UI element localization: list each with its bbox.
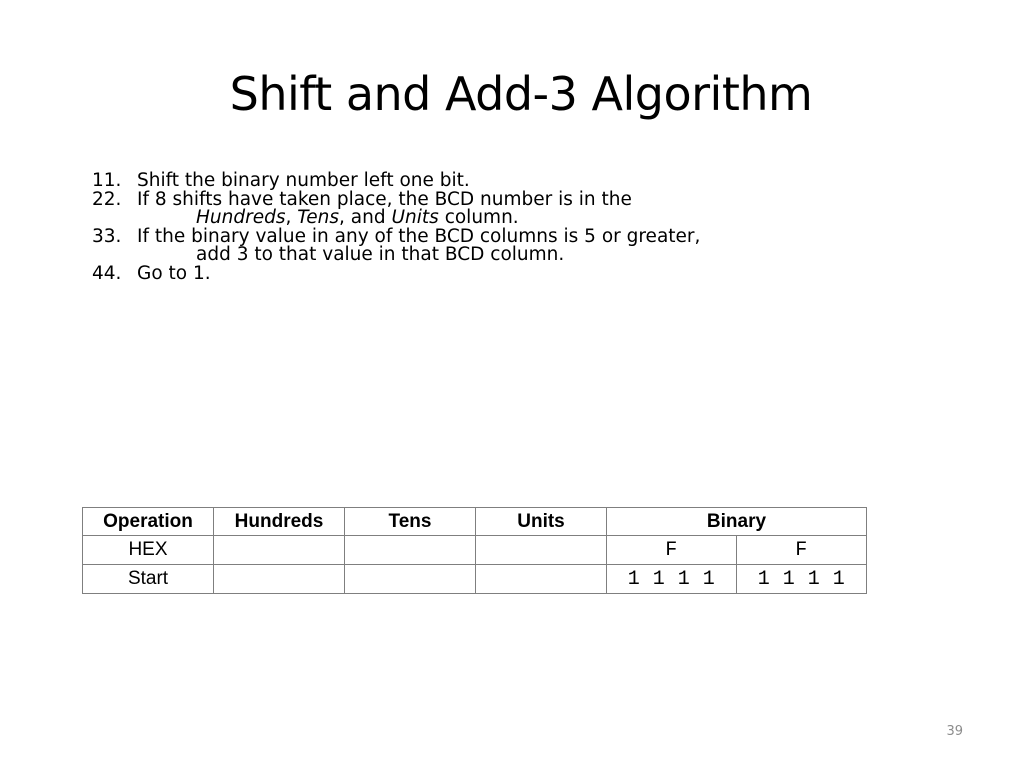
step-number: 11.: [92, 170, 122, 191]
cell-binary-high: F: [607, 536, 737, 565]
table-row: [83, 536, 867, 565]
step-text: If 8 shifts have taken place, the BCD number is in the: [137, 188, 632, 210]
step-continuation: add 3 to that value in that BCD column.: [196, 244, 565, 265]
table-row: [83, 565, 867, 594]
cell-operation: Start: [83, 565, 214, 594]
cell-binary-low: F: [737, 536, 867, 565]
cell-tens: [345, 536, 476, 565]
cell-units: [476, 565, 607, 594]
tens-term: Tens: [297, 207, 340, 228]
step-number: 22.: [92, 188, 122, 210]
table-header-row: [83, 508, 867, 536]
cell-binary-low: 1 1 1 1: [737, 565, 867, 594]
cell-tens: [345, 565, 476, 594]
hundreds-term: Hundreds: [196, 207, 286, 228]
header-tens: Tens: [345, 508, 476, 536]
bcd-conversion-table: [82, 507, 867, 594]
header-binary: Binary: [607, 508, 867, 536]
step-text: Shift the binary number left one bit.: [137, 170, 470, 191]
step-text: Go to 1.: [137, 262, 211, 284]
header-operation: Operation: [83, 508, 214, 536]
step-number: 44.: [92, 262, 122, 284]
step-item: [92, 262, 852, 284]
step-item: [92, 225, 852, 265]
slide-title: Shift and Add-3 Algorithm: [229, 67, 813, 121]
column-text: column.: [438, 207, 519, 228]
cell-units: [476, 536, 607, 565]
step-text: If the binary value in any of the BCD columns is 5 or greater,: [137, 225, 701, 247]
cell-binary-high: 1 1 1 1: [607, 565, 737, 594]
step-number: 33.: [92, 225, 122, 247]
cell-hundreds: [214, 536, 345, 565]
step-item: [92, 188, 852, 228]
units-term: Units: [391, 207, 439, 228]
cell-hundreds: [214, 565, 345, 594]
slide-page-number: 39: [946, 724, 963, 739]
algorithm-steps-list: [92, 172, 852, 283]
header-hundreds: Hundreds: [214, 508, 345, 536]
comma: ,: [285, 207, 292, 228]
header-units: Units: [476, 508, 607, 536]
and-text: , and: [339, 207, 386, 228]
cell-operation: HEX: [83, 536, 214, 565]
